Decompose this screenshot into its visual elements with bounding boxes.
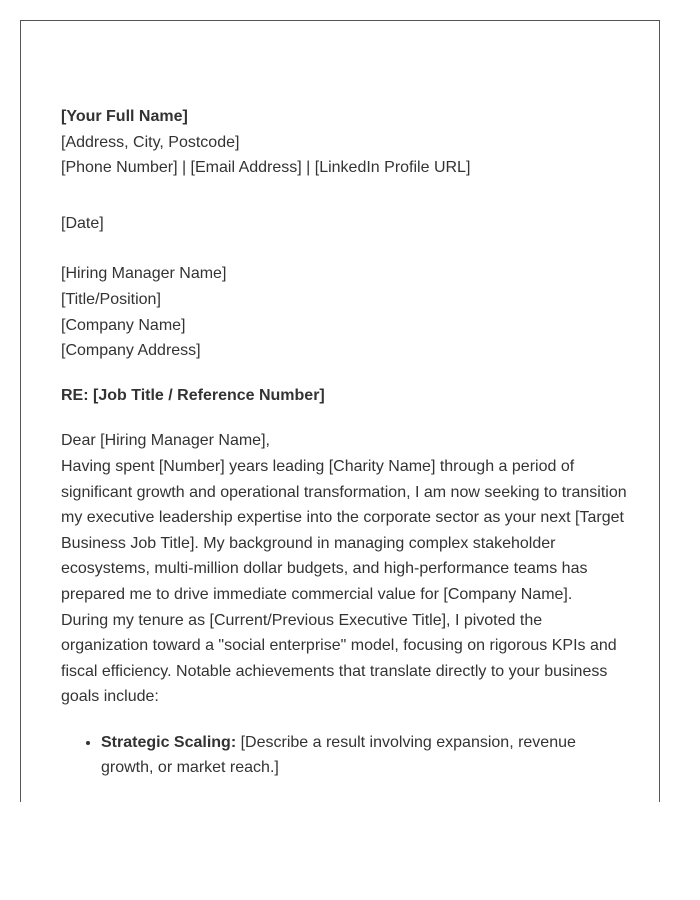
paragraph-intro: Having spent [Number] years leading [Charity Name] through a period of significant growth and operational transformation, I am now seeking to transition my executive leadership expertise into the corporate sector as your next [Target Business Job Title]. My background in managing complex stakeholder ecosystems, multi-million dollar budgets, and high-performance teams has prepared me to drive immediate commercial value for [Company Name].: [61, 457, 627, 603]
document-page: [20, 20, 660, 802]
recipient-name: [Hiring Manager Name]: [61, 265, 227, 283]
achievement-text: [Describe a result involving expansion, revenue growth, or market reach.]: [101, 733, 576, 777]
sender-name: [Your Full Name]: [61, 108, 188, 125]
cover-letter-body: [61, 104, 629, 781]
recipient-address: [Company Address]: [61, 342, 201, 360]
recipient-block: [61, 261, 629, 363]
sender-block: [61, 104, 629, 181]
achievement-label: Strategic Scaling:: [101, 733, 237, 751]
salutation: Dear [Hiring Manager Name],: [61, 432, 270, 450]
recipient-title: [Title/Position]: [61, 290, 161, 308]
subject-line: RE: [Job Title / Reference Number]: [61, 386, 325, 404]
letter-date: [Date]: [61, 214, 104, 232]
achievements-list: [61, 730, 629, 781]
sender-contact: [Phone Number] | [Email Address] | [LinkedIn Profile URL]: [61, 159, 471, 177]
achievement-item: [101, 730, 629, 781]
recipient-company: [Company Name]: [61, 316, 186, 334]
paragraph-tenure: During my tenure as [Current/Previous Executive Title], I pivoted the organization toward a "social enterprise" model, focusing on rigorous KPIs and fiscal efficiency. Notable achievements that translate directly to your business goals include:: [61, 611, 617, 706]
sender-address: [Address, City, Postcode]: [61, 133, 240, 151]
